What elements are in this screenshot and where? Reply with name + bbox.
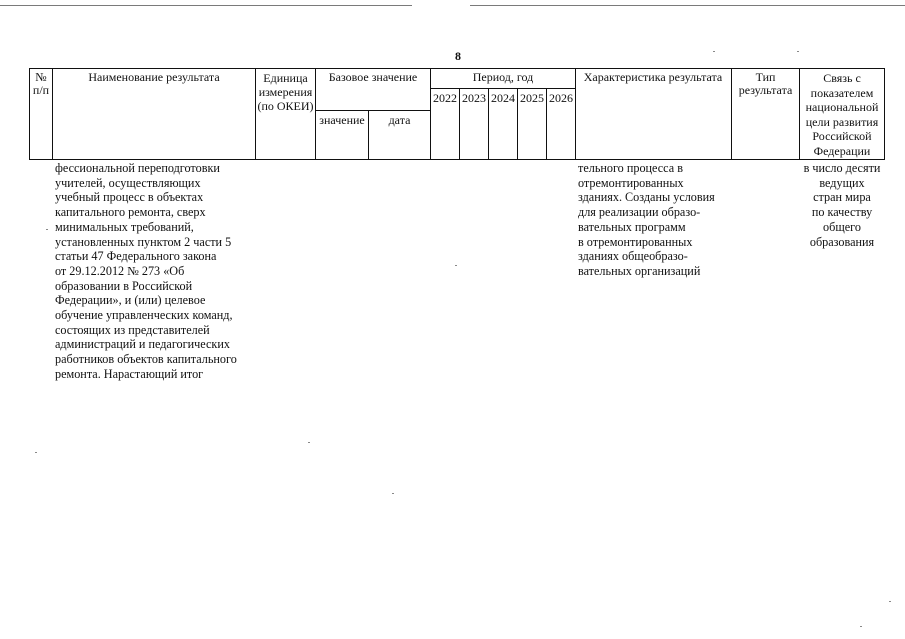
period-header-divider xyxy=(430,88,575,89)
text-line: вательных программ xyxy=(578,219,686,234)
scan-speck xyxy=(713,51,715,52)
header-base-value: значение xyxy=(319,113,365,127)
text-line: по качеству xyxy=(811,205,873,220)
text-line: ремонта. Нарастающий итог xyxy=(55,366,204,381)
header-year-2023: 2023 xyxy=(462,91,486,105)
text-line: учителей, осуществляющих xyxy=(55,175,201,190)
result-name-text xyxy=(55,161,252,382)
text-line: установленных пунктом 2 части 5 xyxy=(55,234,232,249)
text-line: администраций и педагогических xyxy=(55,337,230,352)
header-characteristic: Характеристика результата xyxy=(583,70,723,84)
text-line: в число десяти xyxy=(803,161,881,175)
text-line: для реализации образо- xyxy=(578,205,701,220)
header-link: Связь с показателем национальной цели развития Российской Федерации xyxy=(805,71,879,158)
scan-speck xyxy=(797,51,799,52)
scan-speck xyxy=(46,229,48,230)
text-line: зданиях. Созданы условия xyxy=(578,190,715,205)
scan-speck xyxy=(35,452,37,453)
header-year-2026: 2026 xyxy=(549,91,573,105)
scan-speck xyxy=(455,265,457,266)
result-characteristic-text xyxy=(578,161,728,279)
text-line: капитального ремонта, сверх xyxy=(55,205,206,220)
text-line: ведущих xyxy=(819,175,865,190)
text-line: работников объектов капитального xyxy=(55,352,237,367)
header-year-2022: 2022 xyxy=(433,91,457,105)
text-line: зданиях общеобразо- xyxy=(578,249,688,264)
header-name: Наименование результата xyxy=(88,70,220,84)
scan-speck xyxy=(308,442,310,443)
text-line: обучение управленческих команд, xyxy=(55,308,233,323)
text-line: образовании в Российской xyxy=(55,278,193,293)
base-header-divider xyxy=(315,110,430,111)
text-line: минимальных требований, xyxy=(55,219,194,234)
text-line: вательных организаций xyxy=(578,263,701,278)
text-line: отремонтированных xyxy=(578,175,684,190)
header-bottom-border xyxy=(29,159,884,160)
header-unit: Единица измерения (по ОКЕИ) xyxy=(257,71,314,113)
text-line: от 29.12.2012 № 273 «Об xyxy=(55,263,185,278)
text-line: состоящих из представителей xyxy=(55,322,210,337)
header-base-date: дата xyxy=(388,113,411,127)
text-line: стран мира xyxy=(813,190,871,205)
text-line: статьи 47 Федерального закона xyxy=(55,249,217,264)
text-line: тельного процесса в xyxy=(578,161,683,175)
header-base: Базовое значение xyxy=(328,70,418,84)
text-line: Федерации», и (или) целевое xyxy=(55,293,206,308)
text-line: фессиональной переподготовки xyxy=(55,161,220,175)
text-line: образования xyxy=(809,234,875,249)
national-goal-link-text xyxy=(800,161,884,249)
page-number: 8 xyxy=(455,49,461,63)
header-year-2024: 2024 xyxy=(491,91,515,105)
col-divider xyxy=(575,68,576,160)
text-line: общего xyxy=(823,219,861,234)
header-year-2025: 2025 xyxy=(520,91,544,105)
scan-speck xyxy=(889,601,891,602)
scan-speck xyxy=(860,626,862,627)
text-line: учебный процесс в объектах xyxy=(55,190,204,205)
header-num: № п/п xyxy=(32,70,50,97)
header-type: Тип результата xyxy=(738,70,793,97)
table-border-right xyxy=(884,68,885,160)
header-period: Период, год xyxy=(472,70,534,84)
scan-speck xyxy=(392,493,394,494)
table-border-top xyxy=(29,68,884,69)
text-line: в отремонтированных xyxy=(578,234,693,249)
